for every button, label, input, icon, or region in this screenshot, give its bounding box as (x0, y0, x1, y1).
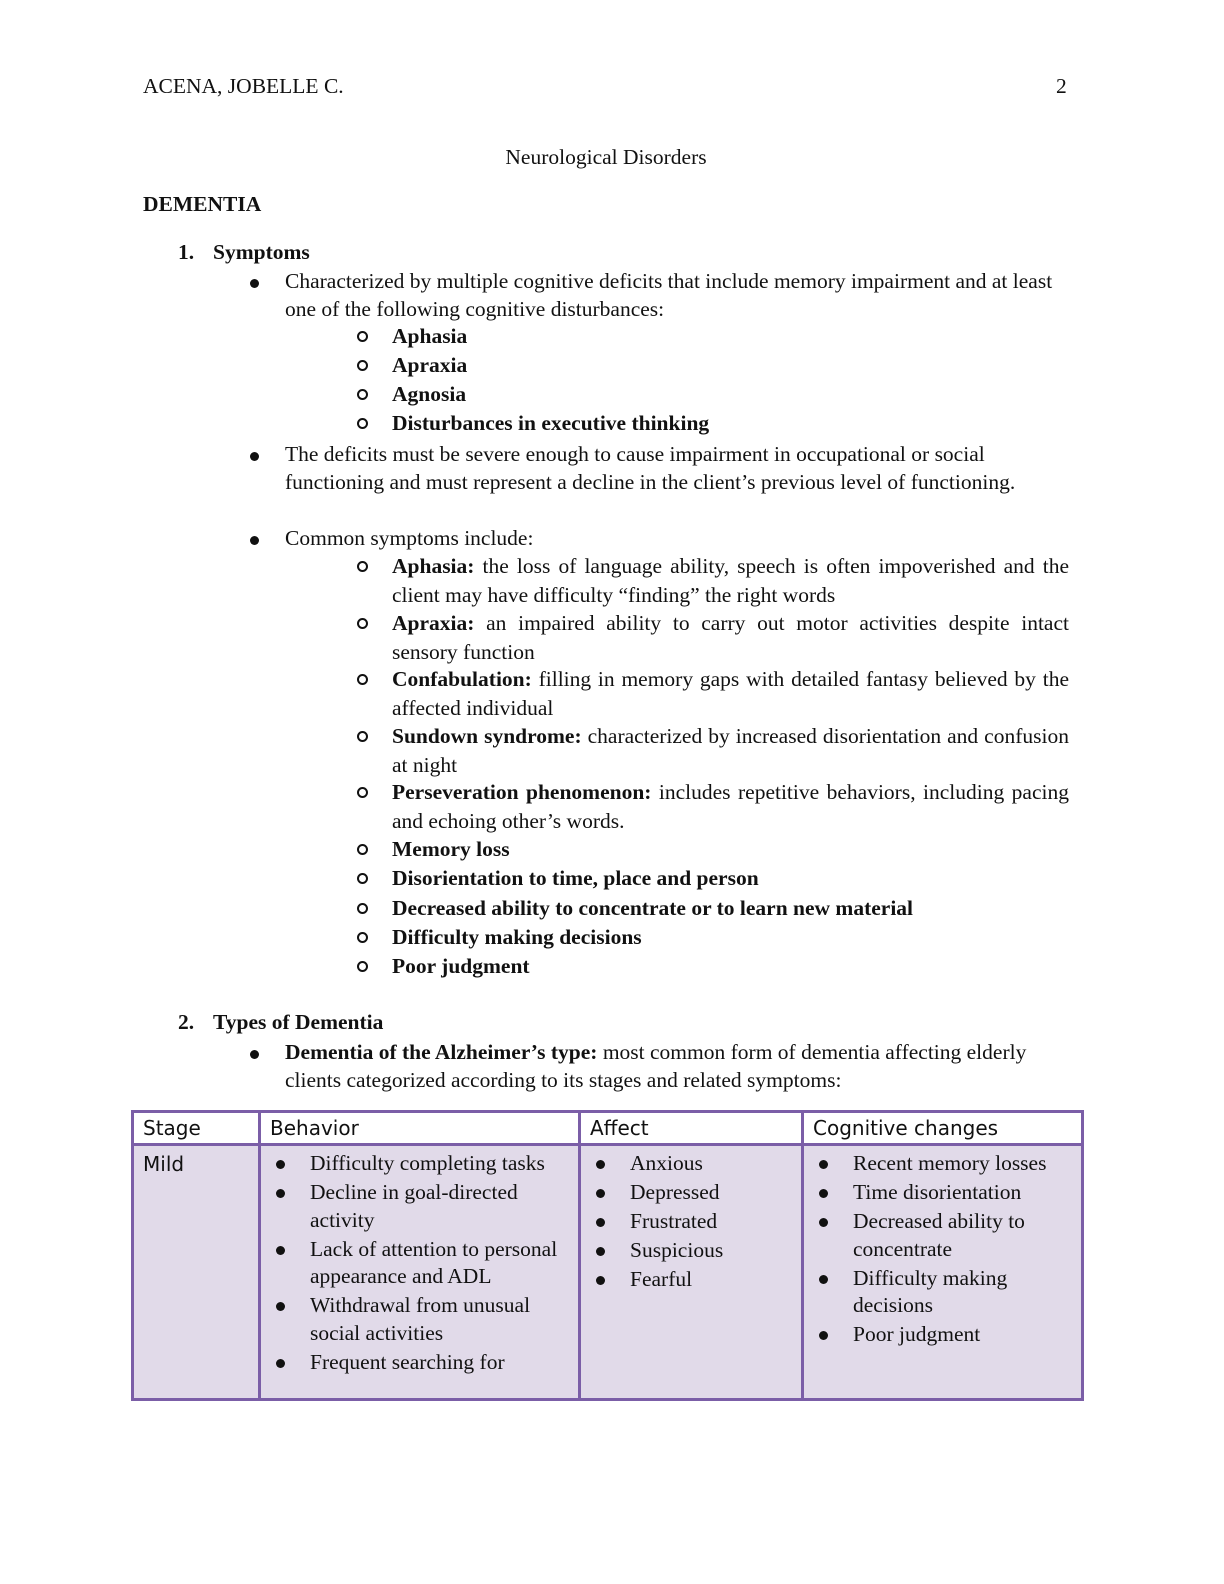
cognitive-list (813, 1146, 1081, 1349)
list-item (270, 1179, 578, 1234)
bullet-icon (596, 1160, 605, 1169)
list-item (813, 1150, 1081, 1178)
sub-bullet-text (392, 722, 1069, 779)
list-item (590, 1179, 801, 1207)
sub-bullet-text: Aphasia (392, 324, 468, 348)
hollow-bullet-icon (357, 787, 368, 798)
definition: filling in memory gaps with detailed fantasy believed by the affected individual (392, 667, 1069, 720)
hollow-bullet-icon (357, 844, 368, 855)
term: Apraxia: (392, 611, 475, 635)
list-item (813, 1208, 1081, 1263)
cell-text: Recent memory losses (853, 1151, 1047, 1175)
sub-bullet-text: Agnosia (392, 382, 467, 406)
bullet-icon (596, 1247, 605, 1256)
bullet-icon (819, 1331, 828, 1340)
column-header-cognitive: Cognitive changes (803, 1112, 1083, 1145)
sub-bullet-text (392, 552, 1069, 609)
sub-bullet-text (392, 665, 1069, 722)
sub-bullet-text: Decreased ability to concentrate or to learn new material (392, 896, 914, 920)
cognitive-cell (803, 1145, 1083, 1400)
list-item (813, 1265, 1081, 1320)
definition: an impaired ability to carry out motor activities despite intact sensory function (392, 611, 1069, 664)
cell-text: Difficulty making decisions (853, 1265, 1008, 1317)
cell-text: Withdrawal from unusual social activities (310, 1293, 531, 1345)
bullet-icon (250, 536, 259, 545)
hollow-bullet-icon (357, 561, 368, 572)
term: Perseveration phenomenon: (392, 780, 652, 804)
sub-bullet-text: Disorientation to time, place and person (392, 866, 759, 890)
sub-bullet-text: Difficulty making decisions (392, 925, 642, 949)
cell-text: Lack of attention to personal appearance and ADL (310, 1236, 558, 1288)
term: Dementia of the Alzheimer’s type: (285, 1040, 598, 1064)
bullet-icon (276, 1359, 285, 1368)
list-heading: Types of Dementia (213, 1010, 384, 1034)
bullet-text: Common symptoms include: (285, 526, 534, 550)
hollow-bullet-icon (357, 961, 368, 972)
term: Aphasia: (392, 554, 475, 578)
column-header-affect: Affect (580, 1112, 803, 1145)
bullet-icon (276, 1160, 285, 1169)
cell-text: Difficulty completing tasks (310, 1151, 545, 1175)
hollow-bullet-icon (357, 389, 368, 400)
table-row (133, 1145, 1083, 1400)
cell-text: Suspicious (630, 1238, 724, 1262)
bullet-icon (596, 1189, 605, 1198)
cell-text: Decreased ability to concentrate (853, 1209, 1025, 1261)
sub-bullet-text (392, 778, 1069, 835)
cell-text: Depressed (630, 1180, 720, 1204)
column-header-stage: Stage (133, 1112, 260, 1145)
definition: most common form of dementia affecting elderly clients categorized according to its stages and related symptoms: (285, 1040, 1027, 1092)
definition: the loss of language ability, speech is often impoverished and the client may have difficulty “finding” the right words (392, 554, 1069, 607)
cell-text: Fearful (630, 1267, 693, 1291)
hollow-bullet-icon (357, 618, 368, 629)
header-author: ACENA, JOBELLE C. (143, 74, 344, 98)
cell-text: Anxious (630, 1151, 703, 1175)
hollow-bullet-icon (357, 418, 368, 429)
list-item (270, 1349, 578, 1377)
hollow-bullet-icon (357, 360, 368, 371)
sub-bullet-text: Poor judgment (392, 954, 530, 978)
list-item (270, 1292, 578, 1347)
sub-bullet-text: Disturbances in executive thinking (392, 411, 710, 435)
document-title: Neurological Disorders (505, 145, 707, 169)
list-item (590, 1208, 801, 1236)
cell-text: Poor judgment (853, 1322, 981, 1346)
sub-bullet-text: Memory loss (392, 837, 510, 861)
term: Confabulation: (392, 667, 532, 691)
bullet-icon (819, 1275, 828, 1284)
list-item (270, 1150, 578, 1178)
hollow-bullet-icon (357, 674, 368, 685)
bullet-icon (819, 1160, 828, 1169)
list-item (813, 1179, 1081, 1207)
list-number: 2. (178, 1010, 195, 1034)
sub-bullet-text: Apraxia (392, 353, 468, 377)
stage-cell: Mild (133, 1145, 260, 1400)
bullet-icon (250, 452, 259, 461)
hollow-bullet-icon (357, 932, 368, 943)
list-number: 1. (178, 240, 195, 264)
cell-text: Time disorientation (853, 1180, 1022, 1204)
alzheimers-stages-table (131, 1110, 1084, 1401)
table-header-row (133, 1112, 1083, 1145)
affect-cell (580, 1145, 803, 1400)
list-item (813, 1321, 1081, 1349)
cell-text: Frequent searching for (310, 1349, 505, 1374)
list-item (590, 1266, 801, 1294)
list-item (590, 1237, 801, 1265)
page-number: 2 (1056, 74, 1067, 98)
column-header-behavior: Behavior (260, 1112, 580, 1145)
cell-text: Frustrated (630, 1209, 718, 1233)
bullet-icon (596, 1276, 605, 1285)
affect-list (590, 1146, 801, 1294)
bullet-icon (276, 1189, 285, 1198)
bullet-icon (250, 279, 259, 288)
behavior-list (270, 1146, 578, 1376)
hollow-bullet-icon (357, 873, 368, 884)
cell-text: Decline in goal-directed activity (310, 1180, 518, 1232)
bullet-icon (819, 1189, 828, 1198)
hollow-bullet-icon (357, 903, 368, 914)
behavior-cell (260, 1145, 580, 1400)
definition: includes repetitive behaviors, including pacing and echoing other’s words. (392, 780, 1069, 833)
hollow-bullet-icon (357, 331, 368, 342)
list-item (270, 1236, 578, 1291)
bullet-icon (596, 1218, 605, 1227)
bullet-icon (250, 1050, 259, 1059)
bullet-icon (819, 1218, 828, 1227)
list-heading: Symptoms (213, 240, 310, 264)
section-heading: DEMENTIA (143, 192, 262, 216)
bullet-text: The deficits must be severe enough to cause impairment in occupational or social functioning and must represent a decline in the client’s previous level of functioning. (285, 442, 1016, 494)
hollow-bullet-icon (357, 731, 368, 742)
list-item (590, 1150, 801, 1178)
bullet-text (285, 1038, 1045, 1094)
sub-bullet-text (392, 609, 1069, 666)
bullet-text: Characterized by multiple cognitive deficits that include memory impairment and at least one of the following cognitive disturbances: (285, 269, 1053, 321)
bullet-icon (276, 1302, 285, 1311)
definition: characterized by increased disorientation and confusion at night (392, 724, 1069, 777)
bullet-icon (276, 1246, 285, 1255)
term: Sundown syndrome: (392, 724, 582, 748)
